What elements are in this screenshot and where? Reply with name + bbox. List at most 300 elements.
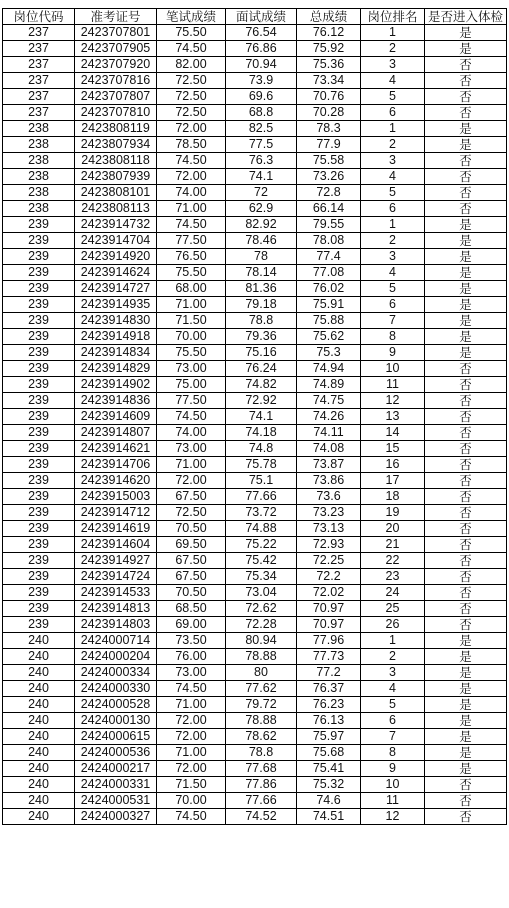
- header-row: [3, 9, 507, 25]
- header-ticket-number: 准考证号: [75, 9, 157, 25]
- interview-score-cell: 74.18: [226, 425, 297, 441]
- table-row: [3, 89, 507, 105]
- medical-exam-cell: 否: [425, 169, 507, 185]
- table-row: [3, 297, 507, 313]
- rank-cell: 4: [361, 169, 425, 185]
- table-body: [3, 25, 507, 825]
- total-score-cell: 70.76: [297, 89, 361, 105]
- table-row: [3, 633, 507, 649]
- written-score-cell: 70.50: [157, 585, 226, 601]
- ticket-number-cell: 2423914829: [75, 361, 157, 377]
- medical-exam-cell: 否: [425, 521, 507, 537]
- medical-exam-cell: 否: [425, 393, 507, 409]
- table-row: [3, 809, 507, 825]
- total-score-cell: 72.25: [297, 553, 361, 569]
- interview-score-cell: 73.04: [226, 585, 297, 601]
- position-code-cell: 239: [3, 473, 75, 489]
- interview-score-cell: 79.36: [226, 329, 297, 345]
- header-interview-score: 面试成绩: [226, 9, 297, 25]
- total-score-cell: 75.91: [297, 297, 361, 313]
- interview-score-cell: 73.72: [226, 505, 297, 521]
- interview-score-cell: 76.86: [226, 41, 297, 57]
- total-score-cell: 70.97: [297, 617, 361, 633]
- total-score-cell: 73.86: [297, 473, 361, 489]
- total-score-cell: 74.51: [297, 809, 361, 825]
- ticket-number-cell: 2423914813: [75, 601, 157, 617]
- position-code-cell: 239: [3, 489, 75, 505]
- rank-cell: 10: [361, 361, 425, 377]
- interview-score-cell: 74.52: [226, 809, 297, 825]
- rank-cell: 3: [361, 57, 425, 73]
- medical-exam-cell: 是: [425, 697, 507, 713]
- position-code-cell: 238: [3, 153, 75, 169]
- total-score-cell: 74.6: [297, 793, 361, 809]
- ticket-number-cell: 2424000217: [75, 761, 157, 777]
- table-row: [3, 585, 507, 601]
- header-position-code: 岗位代码: [3, 9, 75, 25]
- written-score-cell: 71.50: [157, 313, 226, 329]
- table-row: [3, 697, 507, 713]
- interview-score-cell: 74.1: [226, 169, 297, 185]
- interview-score-cell: 74.8: [226, 441, 297, 457]
- total-score-cell: 72.02: [297, 585, 361, 601]
- position-code-cell: 240: [3, 697, 75, 713]
- total-score-cell: 73.6: [297, 489, 361, 505]
- rank-cell: 5: [361, 185, 425, 201]
- ticket-number-cell: 2423914533: [75, 585, 157, 601]
- ticket-number-cell: 2423914609: [75, 409, 157, 425]
- position-code-cell: 239: [3, 553, 75, 569]
- table-row: [3, 41, 507, 57]
- position-code-cell: 237: [3, 41, 75, 57]
- interview-score-cell: 82.5: [226, 121, 297, 137]
- table-row: [3, 505, 507, 521]
- medical-exam-cell: 是: [425, 121, 507, 137]
- results-table: [2, 8, 507, 825]
- table-row: [3, 377, 507, 393]
- medical-exam-cell: 是: [425, 633, 507, 649]
- written-score-cell: 72.50: [157, 73, 226, 89]
- interview-score-cell: 68.8: [226, 105, 297, 121]
- ticket-number-cell: 2424000327: [75, 809, 157, 825]
- table-row: [3, 329, 507, 345]
- position-code-cell: 239: [3, 217, 75, 233]
- table-row: [3, 105, 507, 121]
- position-code-cell: 239: [3, 377, 75, 393]
- written-score-cell: 74.50: [157, 217, 226, 233]
- interview-score-cell: 72.62: [226, 601, 297, 617]
- total-score-cell: 73.23: [297, 505, 361, 521]
- rank-cell: 7: [361, 729, 425, 745]
- rank-cell: 20: [361, 521, 425, 537]
- total-score-cell: 75.41: [297, 761, 361, 777]
- position-code-cell: 237: [3, 105, 75, 121]
- ticket-number-cell: 2423707905: [75, 41, 157, 57]
- rank-cell: 9: [361, 345, 425, 361]
- table-row: [3, 649, 507, 665]
- medical-exam-cell: 否: [425, 377, 507, 393]
- rank-cell: 4: [361, 73, 425, 89]
- rank-cell: 1: [361, 633, 425, 649]
- interview-score-cell: 78.14: [226, 265, 297, 281]
- ticket-number-cell: 2423914935: [75, 297, 157, 313]
- total-score-cell: 72.8: [297, 185, 361, 201]
- written-score-cell: 74.50: [157, 681, 226, 697]
- rank-cell: 12: [361, 393, 425, 409]
- rank-cell: 3: [361, 665, 425, 681]
- ticket-number-cell: 2424000330: [75, 681, 157, 697]
- rank-cell: 10: [361, 777, 425, 793]
- medical-exam-cell: 是: [425, 41, 507, 57]
- written-score-cell: 73.00: [157, 665, 226, 681]
- medical-exam-cell: 否: [425, 809, 507, 825]
- rank-cell: 2: [361, 41, 425, 57]
- rank-cell: 19: [361, 505, 425, 521]
- rank-cell: 14: [361, 425, 425, 441]
- rank-cell: 25: [361, 601, 425, 617]
- ticket-number-cell: 2423808119: [75, 121, 157, 137]
- written-score-cell: 72.00: [157, 121, 226, 137]
- table-row: [3, 281, 507, 297]
- total-score-cell: 74.26: [297, 409, 361, 425]
- table-row: [3, 25, 507, 41]
- ticket-number-cell: 2423914724: [75, 569, 157, 585]
- interview-score-cell: 78.62: [226, 729, 297, 745]
- ticket-number-cell: 2423807934: [75, 137, 157, 153]
- written-score-cell: 74.50: [157, 809, 226, 825]
- total-score-cell: 75.68: [297, 745, 361, 761]
- interview-score-cell: 76.24: [226, 361, 297, 377]
- ticket-number-cell: 2424000714: [75, 633, 157, 649]
- medical-exam-cell: 否: [425, 793, 507, 809]
- written-score-cell: 74.50: [157, 409, 226, 425]
- position-code-cell: 238: [3, 121, 75, 137]
- rank-cell: 1: [361, 25, 425, 41]
- medical-exam-cell: 是: [425, 137, 507, 153]
- medical-exam-cell: 是: [425, 665, 507, 681]
- medical-exam-cell: 是: [425, 329, 507, 345]
- written-score-cell: 67.50: [157, 569, 226, 585]
- rank-cell: 2: [361, 137, 425, 153]
- rank-cell: 5: [361, 89, 425, 105]
- table-row: [3, 713, 507, 729]
- interview-score-cell: 75.34: [226, 569, 297, 585]
- interview-score-cell: 75.78: [226, 457, 297, 473]
- ticket-number-cell: 2423707816: [75, 73, 157, 89]
- total-score-cell: 77.96: [297, 633, 361, 649]
- position-code-cell: 239: [3, 617, 75, 633]
- interview-score-cell: 69.6: [226, 89, 297, 105]
- position-code-cell: 238: [3, 185, 75, 201]
- ticket-number-cell: 2423707801: [75, 25, 157, 41]
- table-row: [3, 681, 507, 697]
- table-row: [3, 265, 507, 281]
- ticket-number-cell: 2423914732: [75, 217, 157, 233]
- ticket-number-cell: 2424000204: [75, 649, 157, 665]
- table-row: [3, 441, 507, 457]
- table-row: [3, 345, 507, 361]
- table-row: [3, 521, 507, 537]
- written-score-cell: 72.00: [157, 729, 226, 745]
- position-code-cell: 240: [3, 809, 75, 825]
- ticket-number-cell: 2423808101: [75, 185, 157, 201]
- medical-exam-cell: 是: [425, 681, 507, 697]
- medical-exam-cell: 否: [425, 153, 507, 169]
- ticket-number-cell: 2423707810: [75, 105, 157, 121]
- medical-exam-cell: 否: [425, 537, 507, 553]
- interview-score-cell: 79.18: [226, 297, 297, 313]
- medical-exam-cell: 否: [425, 585, 507, 601]
- ticket-number-cell: 2423914803: [75, 617, 157, 633]
- header-written-score: 笔试成绩: [157, 9, 226, 25]
- written-score-cell: 72.00: [157, 713, 226, 729]
- medical-exam-cell: 否: [425, 569, 507, 585]
- position-code-cell: 239: [3, 457, 75, 473]
- written-score-cell: 74.50: [157, 153, 226, 169]
- score-sheet: [2, 8, 507, 825]
- rank-cell: 23: [361, 569, 425, 585]
- ticket-number-cell: 2423914918: [75, 329, 157, 345]
- position-code-cell: 239: [3, 425, 75, 441]
- ticket-number-cell: 2423914727: [75, 281, 157, 297]
- total-score-cell: 79.55: [297, 217, 361, 233]
- ticket-number-cell: 2424000130: [75, 713, 157, 729]
- ticket-number-cell: 2423914604: [75, 537, 157, 553]
- total-score-cell: 76.37: [297, 681, 361, 697]
- total-score-cell: 77.73: [297, 649, 361, 665]
- interview-score-cell: 75.42: [226, 553, 297, 569]
- rank-cell: 8: [361, 745, 425, 761]
- table-row: [3, 201, 507, 217]
- rank-cell: 22: [361, 553, 425, 569]
- total-score-cell: 75.36: [297, 57, 361, 73]
- medical-exam-cell: 是: [425, 265, 507, 281]
- rank-cell: 11: [361, 377, 425, 393]
- medical-exam-cell: 否: [425, 425, 507, 441]
- written-score-cell: 76.50: [157, 249, 226, 265]
- ticket-number-cell: 2423914712: [75, 505, 157, 521]
- rank-cell: 3: [361, 249, 425, 265]
- interview-score-cell: 77.68: [226, 761, 297, 777]
- position-code-cell: 239: [3, 569, 75, 585]
- total-score-cell: 70.97: [297, 601, 361, 617]
- interview-score-cell: 76.54: [226, 25, 297, 41]
- rank-cell: 5: [361, 697, 425, 713]
- medical-exam-cell: 否: [425, 57, 507, 73]
- position-code-cell: 239: [3, 265, 75, 281]
- interview-score-cell: 76.3: [226, 153, 297, 169]
- total-score-cell: 77.9: [297, 137, 361, 153]
- ticket-number-cell: 2423914706: [75, 457, 157, 473]
- interview-score-cell: 79.72: [226, 697, 297, 713]
- medical-exam-cell: 否: [425, 473, 507, 489]
- position-code-cell: 240: [3, 633, 75, 649]
- medical-exam-cell: 否: [425, 505, 507, 521]
- position-code-cell: 239: [3, 249, 75, 265]
- total-score-cell: 74.08: [297, 441, 361, 457]
- ticket-number-cell: 2423914902: [75, 377, 157, 393]
- medical-exam-cell: 否: [425, 185, 507, 201]
- written-score-cell: 75.50: [157, 25, 226, 41]
- rank-cell: 8: [361, 329, 425, 345]
- table-row: [3, 537, 507, 553]
- ticket-number-cell: 2423915003: [75, 489, 157, 505]
- rank-cell: 9: [361, 761, 425, 777]
- total-score-cell: 77.08: [297, 265, 361, 281]
- ticket-number-cell: 2423914920: [75, 249, 157, 265]
- rank-cell: 1: [361, 217, 425, 233]
- table-row: [3, 409, 507, 425]
- ticket-number-cell: 2423807939: [75, 169, 157, 185]
- medical-exam-cell: 是: [425, 713, 507, 729]
- position-code-cell: 240: [3, 713, 75, 729]
- written-score-cell: 74.00: [157, 425, 226, 441]
- written-score-cell: 74.00: [157, 185, 226, 201]
- medical-exam-cell: 否: [425, 777, 507, 793]
- table-row: [3, 553, 507, 569]
- header-position-rank: 岗位排名: [361, 9, 425, 25]
- interview-score-cell: 78.46: [226, 233, 297, 249]
- total-score-cell: 76.13: [297, 713, 361, 729]
- written-score-cell: 68.50: [157, 601, 226, 617]
- total-score-cell: 74.94: [297, 361, 361, 377]
- medical-exam-cell: 否: [425, 617, 507, 633]
- header-total-score: 总成绩: [297, 9, 361, 25]
- header-medical-exam: 是否进入体检: [425, 9, 507, 25]
- written-score-cell: 70.00: [157, 793, 226, 809]
- interview-score-cell: 62.9: [226, 201, 297, 217]
- position-code-cell: 239: [3, 521, 75, 537]
- written-score-cell: 67.50: [157, 553, 226, 569]
- position-code-cell: 239: [3, 441, 75, 457]
- written-score-cell: 69.00: [157, 617, 226, 633]
- position-code-cell: 238: [3, 137, 75, 153]
- position-code-cell: 239: [3, 585, 75, 601]
- medical-exam-cell: 是: [425, 297, 507, 313]
- written-score-cell: 72.50: [157, 105, 226, 121]
- written-score-cell: 75.00: [157, 377, 226, 393]
- written-score-cell: 73.00: [157, 441, 226, 457]
- ticket-number-cell: 2423914704: [75, 233, 157, 249]
- position-code-cell: 238: [3, 201, 75, 217]
- table-row: [3, 489, 507, 505]
- interview-score-cell: 77.5: [226, 137, 297, 153]
- table-row: [3, 361, 507, 377]
- medical-exam-cell: 是: [425, 313, 507, 329]
- ticket-number-cell: 2424000528: [75, 697, 157, 713]
- position-code-cell: 240: [3, 761, 75, 777]
- position-code-cell: 239: [3, 409, 75, 425]
- position-code-cell: 240: [3, 729, 75, 745]
- medical-exam-cell: 否: [425, 105, 507, 121]
- interview-score-cell: 78: [226, 249, 297, 265]
- position-code-cell: 240: [3, 649, 75, 665]
- table-row: [3, 57, 507, 73]
- rank-cell: 21: [361, 537, 425, 553]
- table-row: [3, 473, 507, 489]
- ticket-number-cell: 2424000536: [75, 745, 157, 761]
- total-score-cell: 76.02: [297, 281, 361, 297]
- rank-cell: 26: [361, 617, 425, 633]
- position-code-cell: 240: [3, 681, 75, 697]
- position-code-cell: 238: [3, 169, 75, 185]
- total-score-cell: 75.32: [297, 777, 361, 793]
- total-score-cell: 76.12: [297, 25, 361, 41]
- medical-exam-cell: 否: [425, 457, 507, 473]
- position-code-cell: 240: [3, 777, 75, 793]
- rank-cell: 3: [361, 153, 425, 169]
- written-score-cell: 71.00: [157, 297, 226, 313]
- ticket-number-cell: 2423914807: [75, 425, 157, 441]
- position-code-cell: 239: [3, 393, 75, 409]
- position-code-cell: 240: [3, 745, 75, 761]
- total-score-cell: 75.58: [297, 153, 361, 169]
- rank-cell: 12: [361, 809, 425, 825]
- medical-exam-cell: 是: [425, 233, 507, 249]
- rank-cell: 2: [361, 233, 425, 249]
- total-score-cell: 66.14: [297, 201, 361, 217]
- table-row: [3, 793, 507, 809]
- total-score-cell: 75.92: [297, 41, 361, 57]
- position-code-cell: 239: [3, 345, 75, 361]
- ticket-number-cell: 2423914624: [75, 265, 157, 281]
- interview-score-cell: 72: [226, 185, 297, 201]
- ticket-number-cell: 2423808118: [75, 153, 157, 169]
- ticket-number-cell: 2423808113: [75, 201, 157, 217]
- total-score-cell: 72.2: [297, 569, 361, 585]
- medical-exam-cell: 否: [425, 73, 507, 89]
- total-score-cell: 74.11: [297, 425, 361, 441]
- medical-exam-cell: 是: [425, 745, 507, 761]
- written-score-cell: 68.00: [157, 281, 226, 297]
- written-score-cell: 67.50: [157, 489, 226, 505]
- interview-score-cell: 74.1: [226, 409, 297, 425]
- table-row: [3, 729, 507, 745]
- table-row: [3, 233, 507, 249]
- medical-exam-cell: 否: [425, 601, 507, 617]
- table-row: [3, 761, 507, 777]
- table-row: [3, 249, 507, 265]
- rank-cell: 13: [361, 409, 425, 425]
- interview-score-cell: 72.92: [226, 393, 297, 409]
- rank-cell: 6: [361, 713, 425, 729]
- interview-score-cell: 77.66: [226, 489, 297, 505]
- written-score-cell: 71.00: [157, 745, 226, 761]
- interview-score-cell: 77.66: [226, 793, 297, 809]
- total-score-cell: 75.62: [297, 329, 361, 345]
- medical-exam-cell: 否: [425, 201, 507, 217]
- table-row: [3, 569, 507, 585]
- total-score-cell: 73.34: [297, 73, 361, 89]
- table-row: [3, 745, 507, 761]
- written-score-cell: 71.50: [157, 777, 226, 793]
- written-score-cell: 76.00: [157, 649, 226, 665]
- table-row: [3, 457, 507, 473]
- position-code-cell: 239: [3, 361, 75, 377]
- medical-exam-cell: 否: [425, 553, 507, 569]
- ticket-number-cell: 2423914836: [75, 393, 157, 409]
- rank-cell: 15: [361, 441, 425, 457]
- medical-exam-cell: 是: [425, 281, 507, 297]
- interview-score-cell: 80: [226, 665, 297, 681]
- medical-exam-cell: 是: [425, 249, 507, 265]
- written-score-cell: 72.00: [157, 169, 226, 185]
- interview-score-cell: 75.22: [226, 537, 297, 553]
- rank-cell: 5: [361, 281, 425, 297]
- table-row: [3, 617, 507, 633]
- table-row: [3, 777, 507, 793]
- position-code-cell: 237: [3, 73, 75, 89]
